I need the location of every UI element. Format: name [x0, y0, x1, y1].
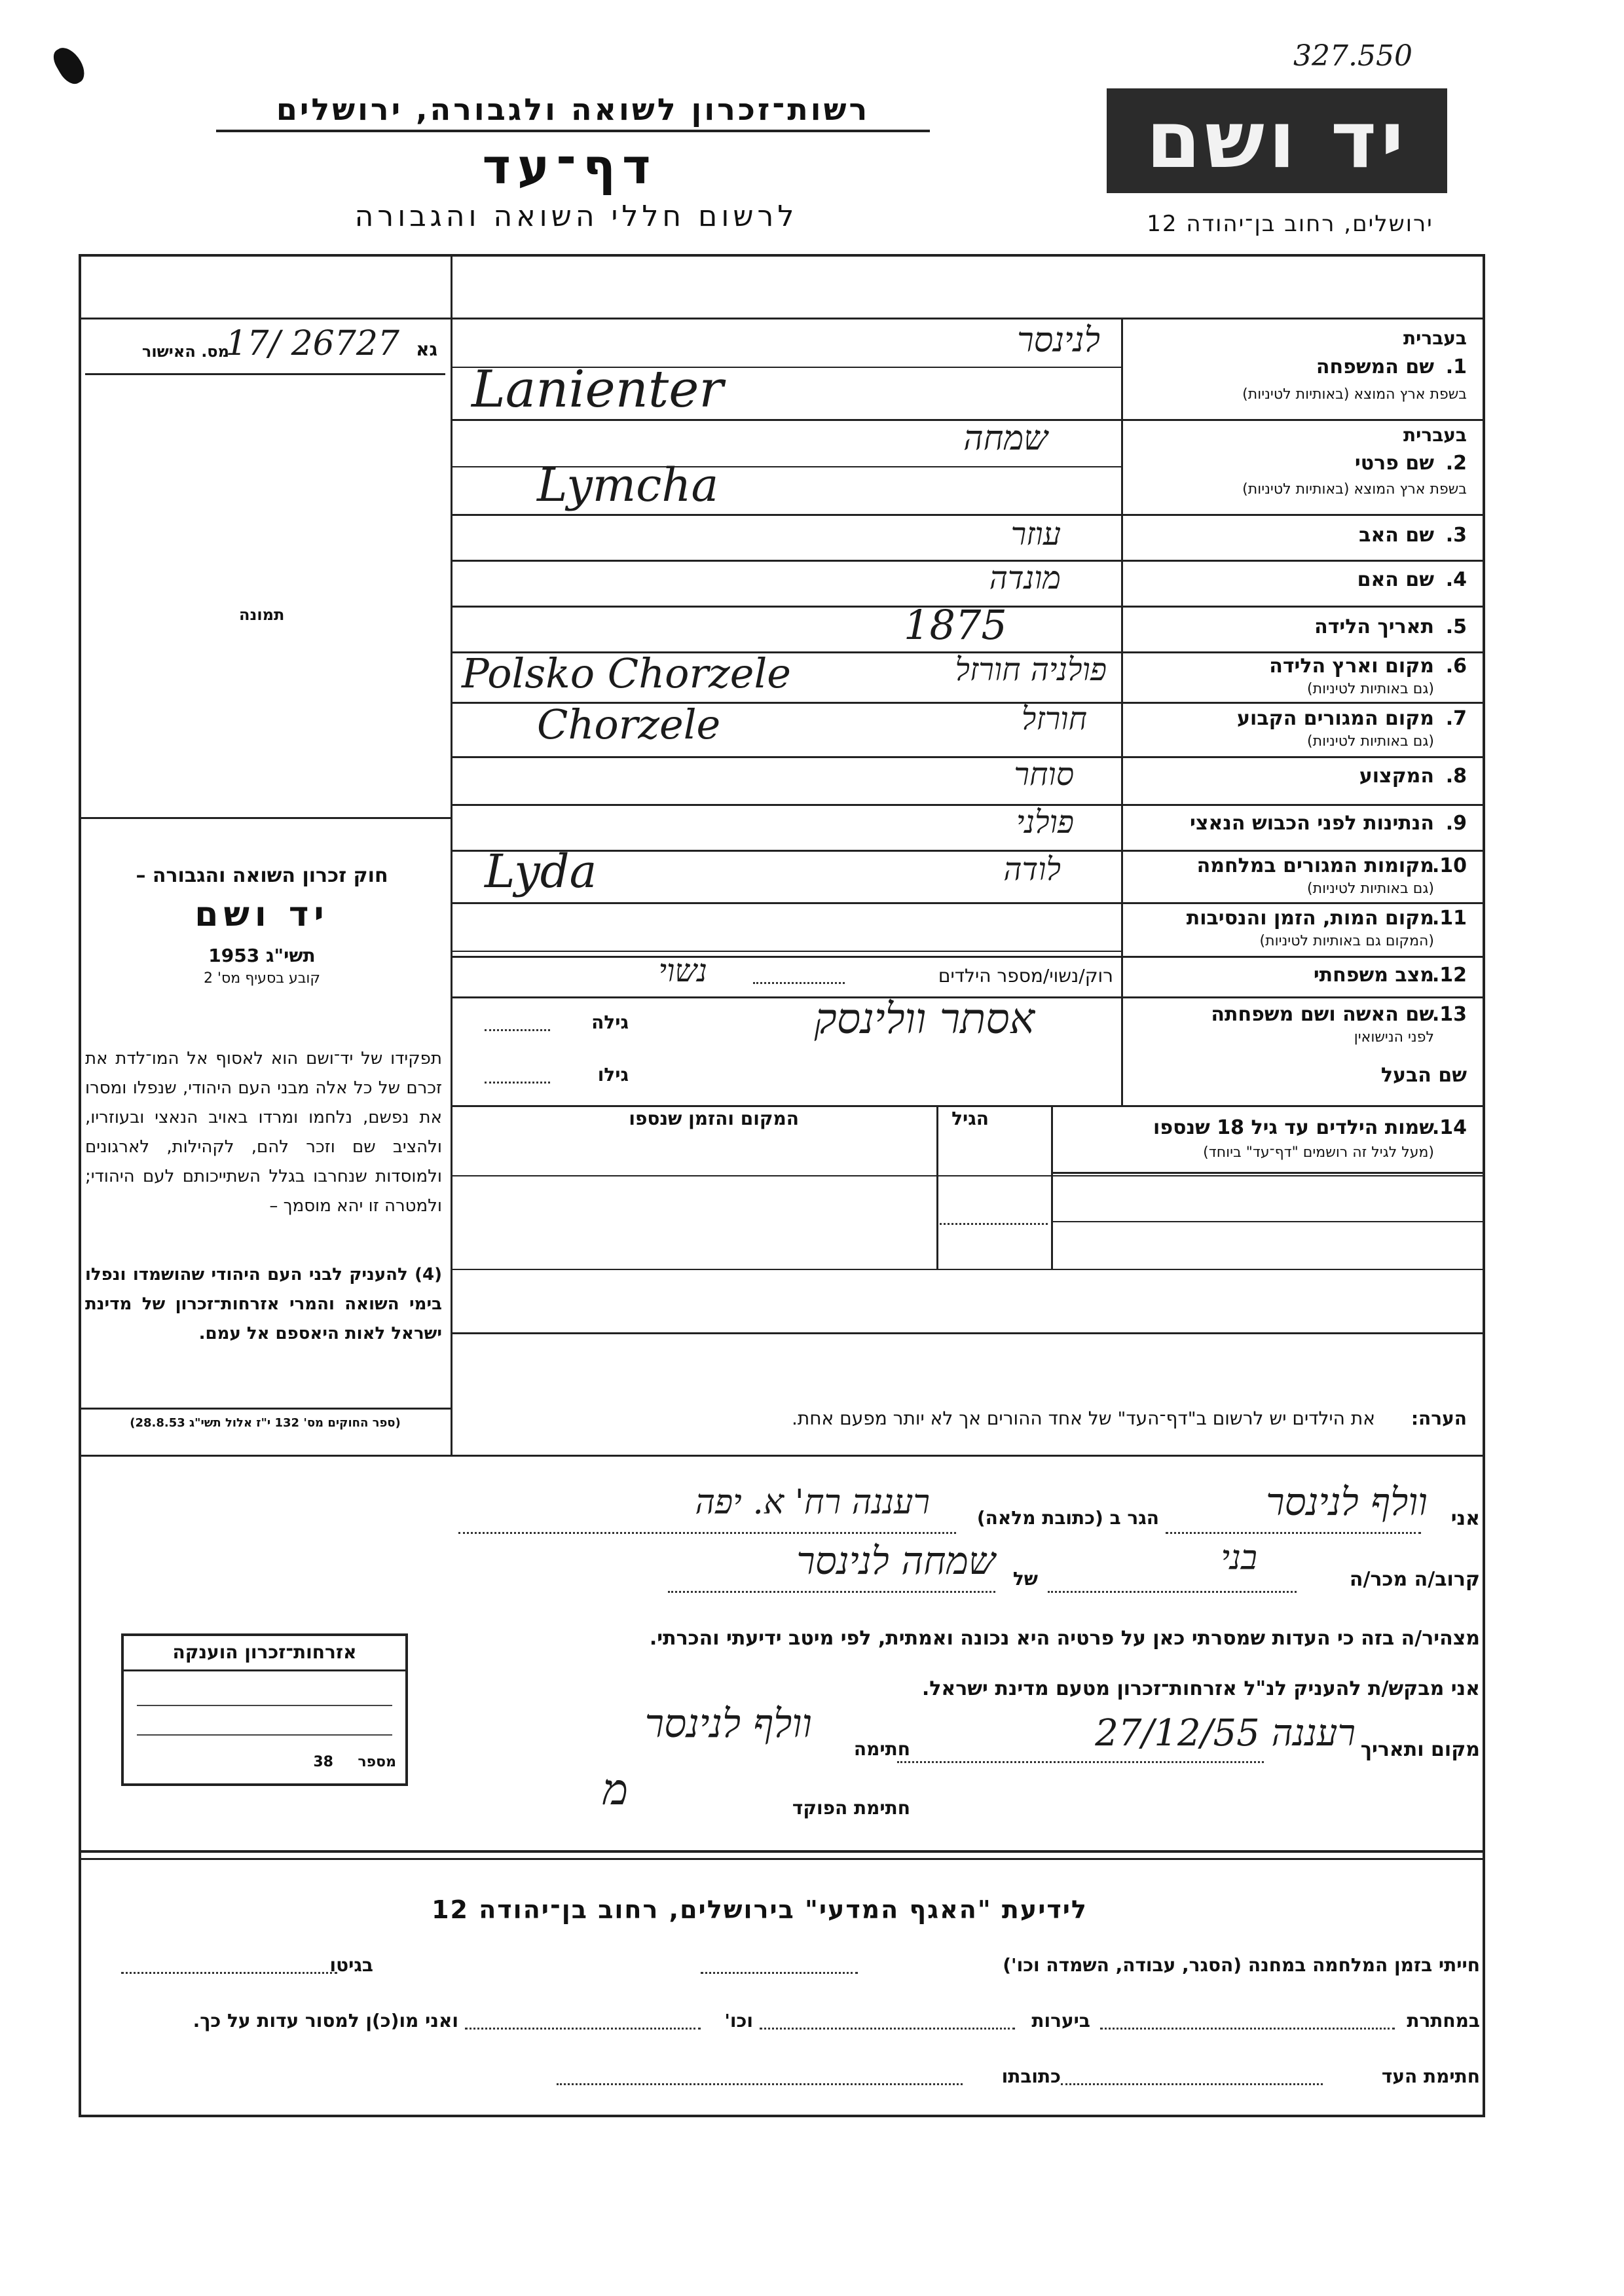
field2-num: 2.: [1445, 452, 1467, 475]
form-subtitle: לרשום חללי השואה והגבורה: [354, 200, 798, 233]
field12-value: נשוי: [658, 953, 707, 989]
field12-label: מצב משפחתי: [1313, 964, 1434, 987]
field2-label: שם פרטי: [1354, 452, 1434, 475]
decl-living-value: רעננה רח' א. יפה: [695, 1483, 930, 1522]
law-year: תשי"ג 1953: [208, 945, 316, 966]
field1-num: 1.: [1445, 355, 1467, 378]
field6-label: מקום וארץ הלידה: [1269, 655, 1434, 678]
field1-lang-tag: בעברית: [1403, 327, 1467, 349]
footer-address-label: כתובתו: [1001, 2066, 1061, 2087]
law-text-1: תפקידו של יד־ושם הוא לאסוף אל המו־לדת את זכרם של כל אלה מבני העם היהודי, שנפלו ומסרו את נפשם, נלחמו ומרדו באויב הנאצי ובעוזריו, ולהציב שם וזכר להם, לקהילות, לארגונים ולמוסדות שנחרבו בגלל השתייכותם לעם היהודי; ולמטרה זו יהא מוסמך –: [85, 1049, 442, 1216]
field1-value-hebrew: לנינסר: [1017, 321, 1100, 360]
footer-witness-signature-label: חתימת העד: [1381, 2066, 1480, 2087]
field11-note: (המקום גם באותיות לטיניות): [1259, 933, 1434, 949]
archive-reference: 327.550: [1293, 39, 1412, 73]
field13-value: אסתר וולינסק: [814, 995, 1035, 1044]
field7-note: (גם באותיות לטיניות): [1307, 733, 1434, 750]
children-num: 14.: [1431, 1116, 1467, 1139]
form-title: דף־עד: [482, 139, 657, 195]
approval-suffix: גא: [416, 338, 437, 360]
address: ירושלים, רחוב בן־יהודה 12: [1147, 211, 1433, 237]
citizenship-title: אזרחות־זכרון הוענקה: [124, 1641, 405, 1671]
field11-num: 11.: [1431, 907, 1467, 930]
authority-title: רשות־זכרון לשואה ולגבורה, ירושלים: [216, 92, 930, 132]
field10-value-hebrew: לודה: [1003, 851, 1061, 888]
decl-of-value: שמחה לנינסר: [796, 1539, 995, 1583]
official-signature-label: חתימת הפוקד: [792, 1797, 910, 1819]
field3-num: 3.: [1445, 524, 1467, 547]
field8-value: סוחר: [1014, 756, 1074, 793]
citizenship-number-label: מספר: [358, 1754, 396, 1770]
remark-text: את הילדים יש לרשום ב"דף־העד" של אחד ההורים אך לא יותר מפעם אחת.: [791, 1408, 1375, 1429]
field3-label: שם האב: [1359, 524, 1434, 547]
decl-signature-label: חתימה: [853, 1738, 910, 1760]
field8-num: 8.: [1445, 765, 1467, 788]
decl-relation-value: בני: [1221, 1539, 1257, 1578]
decl-relation-label: קרוב/ה מכר/ה: [1349, 1568, 1480, 1591]
law-block: [85, 864, 439, 987]
field10-value-latin: Lyda: [485, 845, 597, 898]
field10-num: 10.: [1431, 854, 1467, 877]
field9-num: 9.: [1445, 812, 1467, 835]
citizenship-box: [121, 1633, 408, 1786]
field7-value-hebrew: חורזל: [1021, 701, 1087, 737]
law-text-2: (4) להעניק לבני העם היהודי שהושמדו ונפלו בימי השואה והמרי אזרחות־זכרון של מדינת ישראל לאות היאספם אל עמם.: [85, 1265, 442, 1343]
law-name: יד ושם: [194, 895, 329, 934]
field8-label: המקצוע: [1359, 765, 1434, 788]
footer-ghetto-label: בגיטו: [329, 1954, 373, 1976]
field13-num: 13.: [1431, 1003, 1467, 1026]
field5-num: 5.: [1445, 615, 1467, 638]
decl-statement-1: מצהיר/ה בזה כי העדות שמסרתי כאן על פרטיה היא נכונה ואמתית, לפי מיטב ידיעתי והכרתי.: [649, 1627, 1480, 1650]
decl-i-value: וולף לנינסר: [1266, 1480, 1428, 1524]
footer-underground-label: במחתרת: [1407, 2010, 1480, 2032]
children-col-age: הגיל: [951, 1108, 989, 1129]
field1-note: בשפת ארץ המוצא (באותיות לטיניות): [1242, 386, 1467, 403]
children-col-place: המקום והזמן שנספו: [629, 1108, 799, 1129]
children-title: שמות הילדים עד גיל 18 שנספו: [1153, 1116, 1434, 1139]
ink-blot: [49, 43, 89, 88]
field5-label: תאריך הלידה: [1314, 615, 1434, 638]
field9-label: הנתינות לפני הכבוש הנאצי: [1190, 812, 1434, 835]
field7-num: 7.: [1445, 707, 1467, 730]
citizenship-number-value: 38: [313, 1754, 333, 1770]
field11-label: מקום המות, הזמן והנסיבות: [1186, 907, 1434, 930]
photo-label: תמונה: [239, 606, 285, 624]
field10-note: (גם באותיות לטיניות): [1307, 881, 1434, 897]
law-clause: קובע בסעיף מס' 2: [203, 970, 321, 987]
field13-label: שם האשה ושם משפחתה: [1211, 1003, 1434, 1026]
field6-value-hebrew: פולניה חורזל: [955, 651, 1107, 688]
field9-value: פולני: [1016, 804, 1074, 841]
law-title: חוק זכרון השואה והגבורה –: [136, 864, 388, 887]
remark-label: הערה:: [1411, 1408, 1467, 1429]
law-reference: (ספר החוקים מס' 132 י"ז אלול תשי"ג 28.8.53): [79, 1408, 452, 1430]
field2-note: בשפת ארץ המוצא (באותיות לטיניות): [1242, 481, 1467, 498]
photo-area: [85, 380, 445, 812]
footer-testify-label: ואני מו(כ)ן למסור עדות על כך.: [193, 2010, 458, 2032]
field12-num: 12.: [1431, 964, 1467, 987]
field1-label: שם המשפחה: [1316, 355, 1434, 378]
field13-note: לפני הנישואין: [1354, 1029, 1434, 1046]
approval-label: מס. האישור: [141, 342, 229, 361]
approval-number: 26727 /17: [225, 324, 399, 363]
decl-place-date-value: רעננה 27/12/55: [1095, 1712, 1356, 1755]
official-signature-mark: מ: [602, 1764, 629, 1815]
field4-label: שם האם: [1357, 568, 1434, 591]
field6-value-latin: Polsko Chorzele: [462, 649, 791, 697]
husband-age-label: גילו: [597, 1064, 629, 1085]
husband-label: שם הבעל: [1380, 1064, 1467, 1087]
children-note: (מעל לגיל זה רושמים "דף־עד" ביוחד): [1203, 1144, 1434, 1161]
field4-num: 4.: [1445, 568, 1467, 591]
field7-value-latin: Chorzele: [537, 701, 721, 748]
footer-forests-label: ביערות: [1031, 2010, 1090, 2032]
decl-place-date-label: מקום ותאריך: [1360, 1738, 1480, 1761]
field6-num: 6.: [1445, 655, 1467, 678]
field7-label: מקום המגורים הקבוע: [1237, 707, 1434, 730]
decl-i-label: אני: [1450, 1507, 1480, 1530]
field13-age-label: גילה: [591, 1011, 629, 1033]
field2-lang-tag: בעברית: [1403, 424, 1467, 446]
approval-box: [85, 324, 445, 375]
decl-living-label: הגר ב (כתובת מלאה): [976, 1507, 1159, 1529]
field2-value-latin: Lymcha: [537, 458, 719, 512]
field10-label: מקומות המגורים במלחמה: [1196, 854, 1434, 877]
field12-options: רוק/נשוי/מספר הילדים: [938, 965, 1113, 987]
footer-title: לידיעת "האגף המדעי" בירושלים, רחוב בן־יהודה 12: [432, 1895, 1088, 1924]
decl-statement-2: אני מבקש/ת להעניק לנ"ל אזרחות־זכרון מטעם מדינת ישראל.: [921, 1677, 1480, 1700]
decl-of-label: של: [1012, 1568, 1038, 1590]
field3-value: עוזר: [1010, 516, 1061, 553]
decl-signature-value: וולף לנינסר: [644, 1701, 812, 1747]
field5-value: 1875: [904, 601, 1007, 649]
field2-value-hebrew: שמחה: [963, 419, 1048, 458]
field6-note: (גם באותיות לטיניות): [1307, 681, 1434, 697]
field4-value: מונדה: [989, 560, 1061, 596]
footer-camp-label: חייתי בזמן המלחמה במחנה (הסגר, עבודה, השמדה וכו'): [1003, 1954, 1480, 1976]
footer-etc-label: וכו': [724, 2010, 753, 2032]
field1-value-latin: Lanienter: [471, 360, 724, 419]
yad-vashem-logo: יד ושם: [1107, 88, 1447, 193]
